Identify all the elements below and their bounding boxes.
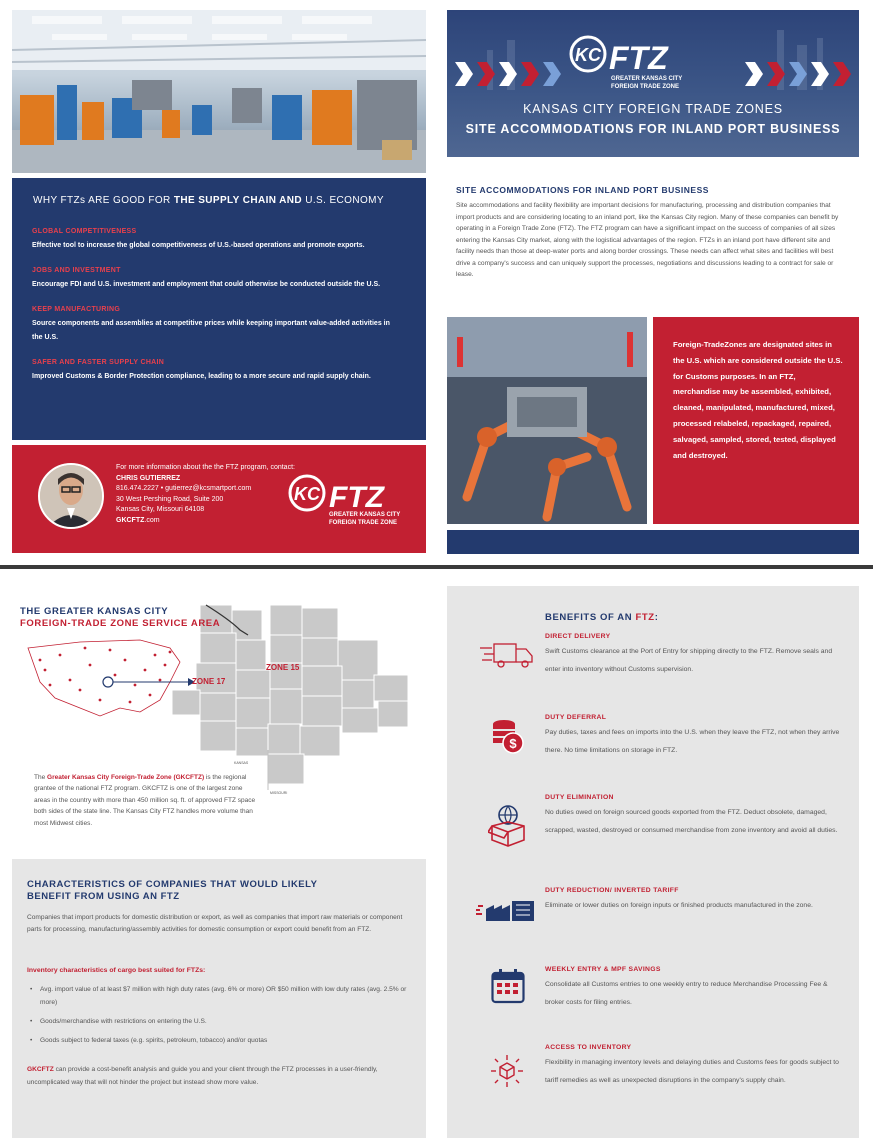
list-item: • Avg. import value of at least $7 million with high duty rates (avg. 6% or more) OR $50 million with low duty rates (avg. 2.5% or more) [30,986,407,1006]
why-item-heading: GLOBAL COMPETITIVENESS [32,228,137,235]
why-ftz-title: WHY FTZs ARE GOOD FOR THE SUPPLY CHAIN AND U.S. ECONOMY [33,195,384,206]
kansas-label: KANSAS [234,761,249,765]
navy-footer-strip [447,530,859,554]
contact-address-line2: Kansas City, Missouri 64108 [116,506,205,513]
contact-phone-email[interactable]: 816.474.2227 • gutierrez@kcsmartport.com [116,485,252,492]
svg-text:GREATER KANSAS CITY: GREATER KANSAS CITY [329,512,401,518]
chevron-arrows-left-icon [455,62,561,86]
truck-icon [480,640,536,675]
globe-box-icon [488,804,528,853]
characteristics-closing: GKCFTZ can provide a cost-benefit analysis and guide you and your client through the FTZ processes in a user-friendly, uncomplicated way that will not hinder the project but instead show more value. [27,1066,378,1086]
contact-name: CHRIS GUTIERREZ [116,474,181,482]
why-ftz-panel [12,178,426,440]
characteristics-title: CHARACTERISTICS OF COMPANIES THAT WOULD LIKELY BENEFIT FROM USING AN FTZ [27,879,318,902]
why-item-global-competitiveness [32,228,406,253]
why-item-text: Improved Customs & Border Protection compliance, leading to a more secure and rapid supply chain. [32,373,371,380]
characteristics-intro: Companies that import products for domestic distribution or export, as well as companies that import raw materials or component parts for processing, manufacturing/assembly activities for domestic consumption or export could benefit from an FTZ. [27,914,403,933]
svg-text:FOREIGN TRADE ZONE: FOREIGN TRADE ZONE [329,520,398,525]
contact-intro: For more information about the the FTZ program, contact: [116,464,295,471]
why-item-text: Effective tool to increase the global competitiveness of U.S.-based operations and promote exports. [32,242,365,249]
map-title-line1: THE GREATER KANSAS CITY [20,606,169,617]
chevron-arrows-right-icon [745,62,851,86]
contact-details [116,463,295,526]
robot-assembly-photo [447,317,647,524]
kc-ftz-banner [447,10,859,157]
contact-website[interactable]: GKCFTZ.com [116,516,160,524]
calendar-icon [491,968,525,1009]
svg-text:KC: KC [575,45,601,65]
benefits-title: BENEFITS OF AN FTZ: [545,612,659,623]
why-item-keep-manufacturing [32,306,406,345]
svg-text:KC: KC [294,484,320,504]
coins-dollar-icon [491,716,525,761]
why-item-text: Encourage FDI and U.S. investment and employment that could otherwise be conducted outside the U.S. [32,281,381,288]
svg-text:FOREIGN TRADE ZONE: FOREIGN TRADE ZONE [611,84,680,90]
contact-address-line1: 30 West Pershing Road, Suite 200 [116,495,224,503]
banner-title-line2: SITE ACCOMMODATIONS FOR INLAND PORT BUSINESS [465,122,841,136]
banner-logo [571,37,682,90]
list-item: • Goods subject to federal taxes (e.g. spirits, petroleum, tobacco) and/or quotas [30,1037,268,1044]
benefit-duty-elimination: DUTY ELIMINATION No duties owed on foreign sourced goods exported from the FTZ. Deduct obsolete, damaged, scrapped, wasted, destroyed or consumed merchandise from zone inventory and avoid all duties. [545,794,838,834]
svg-text:$: $ [509,736,517,751]
avatar [38,463,104,529]
map-title-line2: FOREIGN-TRADE ZONE SERVICE AREA [20,618,221,629]
why-item-heading: KEEP MANUFACTURING [32,306,121,313]
inventory-characteristics-title: Inventory characteristics of cargo best suited for FTZs: [27,967,206,974]
site-accommodations-title: SITE ACCOMMODATIONS FOR INLAND PORT BUSINESS [456,185,709,195]
missouri-label: MISSOURI [270,791,288,795]
kc-ftz-logo [287,473,417,530]
svg-text:GREATER KANSAS CITY: GREATER KANSAS CITY [611,76,683,82]
benefit-weekly-entry: WEEKLY ENTRY & MPF SAVINGS Consolidate all Customs entries to one weekly entry to reduce Merchandise Processing Fee & broker costs for filing entries. [545,966,828,1006]
benefit-duty-deferral: DUTY DEFERRAL Pay duties, taxes and fees on imports into the U.S. when they leave the FTZ, not when they arrive there. No time limitations on storage in FTZ. [545,714,840,754]
page-divider [0,565,873,569]
factory-photo [12,10,426,173]
benefit-access-inventory: ACCESS TO INVENTORY Flexibility in managing inventory levels and delaying duties and Customs fees for goods subject to tariff remedies as well as unexpected disruptions in the company's supply chain. [545,1044,839,1084]
map-description: The Greater Kansas City Foreign-Trade Zone (GKCFTZ) is the regional grantee of the national FTZ program. GKCFTZ is one of the largest zone areas in the country with more than 450 million sq. ft. of approved FTZ space both sides of the state line. The Kansas City FTZ handles more volume than most Midwest cities. [34,774,256,827]
zone-15-label: ZONE 15 [266,663,300,672]
contact-panel [12,445,426,553]
benefit-duty-reduction: DUTY REDUCTION/ INVERTED TARIFF Eliminate or lower duties on foreign inputs or finished products manufactured in the zone. [545,887,813,909]
why-item-jobs-investment [32,267,406,292]
why-item-safer-supply-chain [32,359,406,384]
list-item: • Goods/merchandise with restrictions on entering the U.S. [30,1018,207,1025]
benefit-direct-delivery: DIRECT DELIVERY Swift Customs clearance at the Port of Entry for shipping directly to the FTZ. Remove seals and enter into inventory without Customs supervision. [545,633,833,673]
why-item-heading: SAFER AND FASTER SUPPLY CHAIN [32,359,165,366]
ftz-definition-panel: Foreign-TradeZones are designated sites in the U.S. which are considered outside the U.S. for Customs purposes. In an FTZ, merchandise may be assembled, exhibited, cleaned, manipulated, manufactured, mixed, processed relabeled, repackaged, repaired, salvaged, sampled, stored, tested, displayed and destroyed. [653,317,859,524]
why-item-text: Source components and assemblies at competitive prices while keeping important value-added activities in the U.S. [32,320,390,341]
svg-text:FTZ: FTZ [609,40,668,76]
site-accommodations-body: Site accommodations and facility flexibility are important decisions for manufacturing, processing and distribution companies that import products and are considering locating to an inland port, like the Kansas City region. Many of these companies can benefit by operating in a Foreign Trade Zone (FTZ). The FTZ program can have a significant impact on the success of companies of all sizes entering the Kansas City market, along with the logistical advantages of the region. FTZs in an inland port have different site and facility needs than those at deep-water ports and along border crossings. These needs can affect what sites and facilities will best drive a company's success and can uniquely support the processes, negotiations and discussions leading to a contract for sale or lease. [456,202,839,278]
zone-17-label: ZONE 17 [192,677,226,686]
banner-title-line1: KANSAS CITY FOREIGN TRADE ZONES [523,102,783,116]
why-item-heading: JOBS AND INVESTMENT [32,267,121,274]
svg-text:FTZ: FTZ [329,481,384,514]
factory-icon [476,899,536,926]
inventory-box-icon [489,1053,525,1094]
